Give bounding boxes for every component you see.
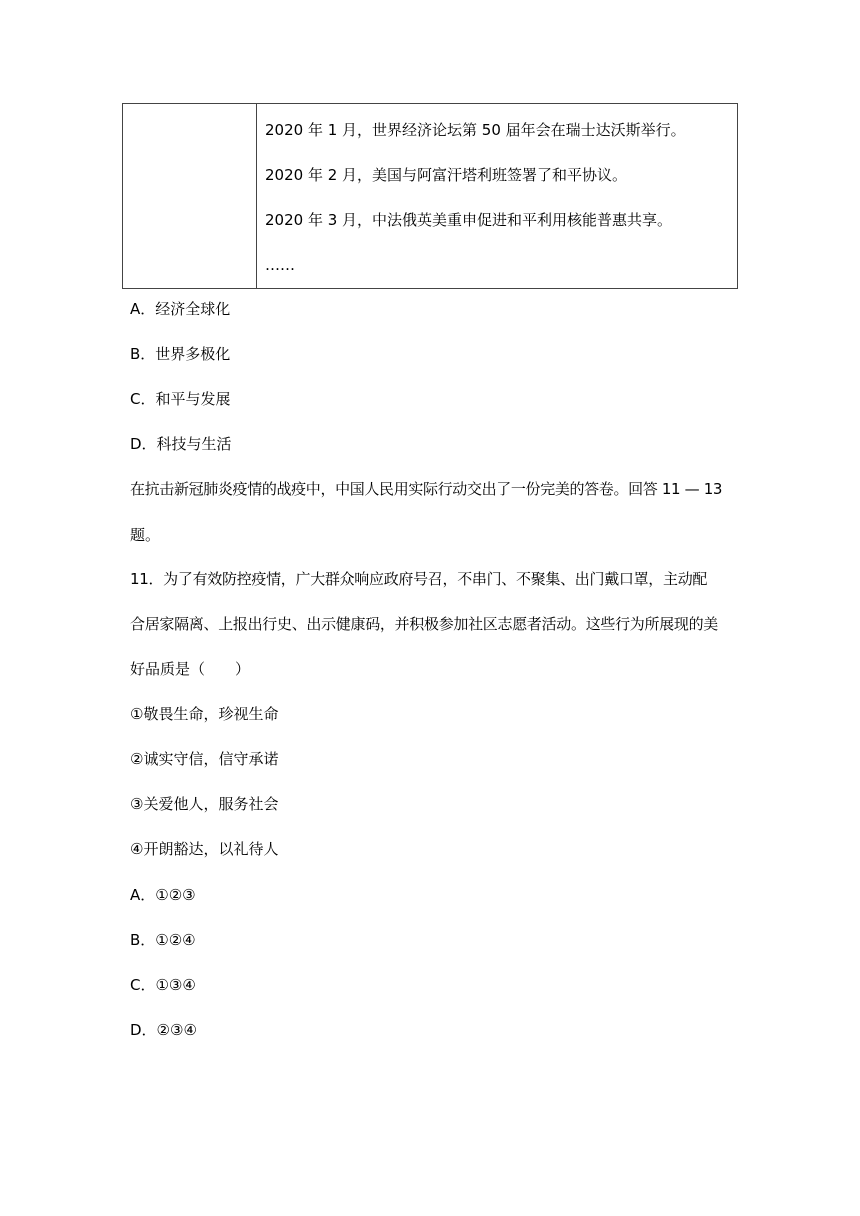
q11-statement-2: ②诚实守信，信守承诺 (130, 750, 279, 768)
q11-stem-line-3: 好品质是（ ） (130, 660, 251, 678)
events-table (122, 103, 738, 289)
event-line: 2020 年 3 月，中法俄英美重申促进和平利用核能普惠共享。 (265, 211, 673, 229)
q11-option-a: A．①②③ (130, 886, 196, 904)
table-row (123, 104, 738, 289)
q11-statement-3: ③关爱他人，服务社会 (130, 795, 279, 813)
event-ellipsis: …… (265, 256, 295, 274)
q10-option-a: A．经济全球化 (130, 300, 231, 318)
event-line: 2020 年 1 月，世界经济论坛第 50 届年会在瑞士达沃斯举行。 (265, 121, 686, 139)
q10-option-b: B．世界多极化 (130, 345, 231, 363)
table-left-cell (123, 104, 257, 289)
q10-option-d: D．科技与生活 (130, 435, 232, 453)
table-events-cell (257, 104, 738, 289)
q11-statement-1: ①敬畏生命，珍视生命 (130, 705, 279, 723)
q11-stem-line-1: 11．为了有效防控疫情，广大群众响应政府号召，不串门、不聚集、出门戴口罩，主动配 (130, 570, 708, 588)
q11-statement-4: ④开朗豁达，以礼待人 (130, 840, 279, 858)
intro-line-2: 题。 (130, 526, 161, 544)
q11-option-c: C．①③④ (130, 976, 196, 994)
q11-option-b: B．①②④ (130, 931, 196, 949)
event-line: 2020 年 2 月，美国与阿富汗塔利班签署了和平协议。 (265, 166, 628, 184)
q11-option-d: D．②③④ (130, 1021, 197, 1039)
q10-option-c: C．和平与发展 (130, 390, 231, 408)
q11-stem-line-2: 合居家隔离、上报出行史、出示健康码，并积极参加社区志愿者活动。这些行为所展现的美 (130, 615, 719, 633)
intro-line-1: 在抗击新冠肺炎疫情的战疫中，中国人民用实际行动交出了一份完美的答卷。回答 11 — 13 (130, 480, 723, 498)
